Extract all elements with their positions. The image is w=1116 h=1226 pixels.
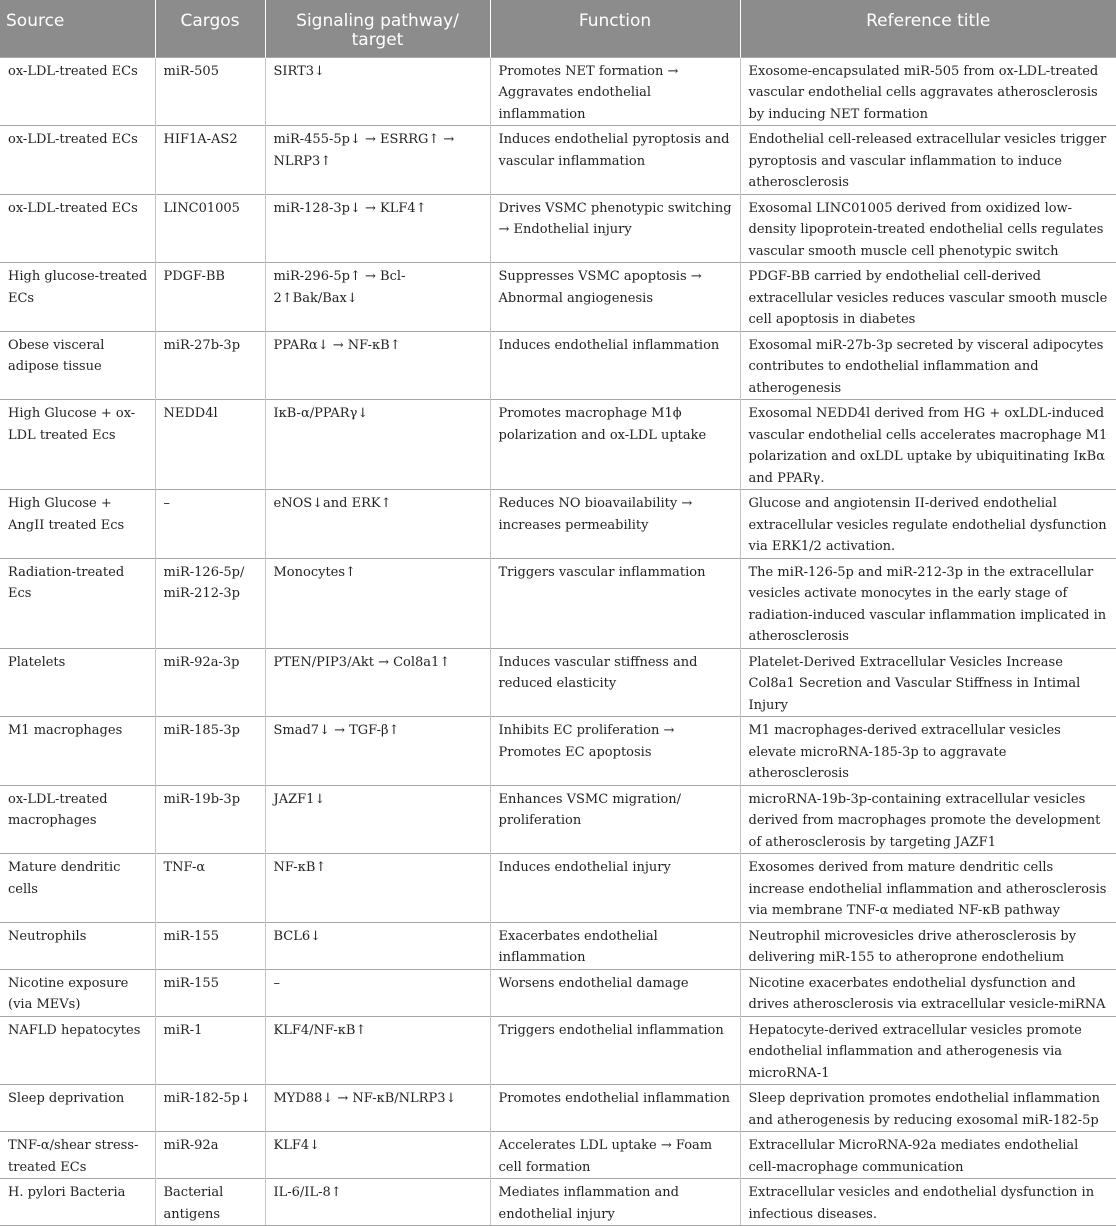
table-row	[0, 785, 1116, 854]
cell-source: Radiation-treated Ecs	[0, 558, 155, 648]
cell-reference: Exosomes derived from mature dendritic cells increase endothelial inflammation and atherosclerosis via membrane TNF-α mediated NF-κB pathway	[740, 854, 1116, 923]
table-row	[0, 922, 1116, 969]
table-row	[0, 717, 1116, 786]
cell-cargo: miR-505	[155, 57, 265, 126]
cell-reference: Extracellular vesicles and endothelial dysfunction in infectious diseases.	[740, 1179, 1116, 1226]
cell-function: Promotes NET formation → Aggravates endothelial inflammation	[490, 57, 740, 126]
cell-reference: Hepatocyte-derived extracellular vesicles promote endothelial inflammation and atherogenesis via microRNA-1	[740, 1016, 1116, 1085]
cell-function: Induces vascular stiffness and reduced elasticity	[490, 648, 740, 717]
cell-source: M1 macrophages	[0, 717, 155, 786]
cell-function: Promotes macrophage M1ϕ polarization and ox-LDL uptake	[490, 400, 740, 490]
cell-function: Exacerbates endothelial inflammation	[490, 922, 740, 969]
cell-function: Enhances VSMC migration/ proliferation	[490, 785, 740, 854]
table-row	[0, 57, 1116, 126]
cell-pathway: miR-296-5p↑ → Bcl-2↑Bak/Bax↓	[265, 263, 490, 332]
cell-reference: Extracellular MicroRNA-92a mediates endothelial cell-macrophage communication	[740, 1132, 1116, 1179]
table-row	[0, 1179, 1116, 1226]
cell-source: Neutrophils	[0, 922, 155, 969]
cell-reference: Neutrophil microvesicles drive atherosclerosis by delivering miR-155 to atheroprone endothelium	[740, 922, 1116, 969]
cell-source: High glucose-treated ECs	[0, 263, 155, 332]
cell-source: NAFLD hepatocytes	[0, 1016, 155, 1085]
cell-cargo: HIF1A-AS2	[155, 126, 265, 195]
cell-cargo: miR-126-5p/ miR-212-3p	[155, 558, 265, 648]
cell-pathway: PPARα↓ → NF-κB↑	[265, 331, 490, 400]
cell-source: High Glucose + AngII treated Ecs	[0, 490, 155, 559]
cell-source: H. pylori Bacteria	[0, 1179, 155, 1226]
cell-source: Platelets	[0, 648, 155, 717]
table-row	[0, 969, 1116, 1016]
cell-cargo: miR-155	[155, 922, 265, 969]
cell-cargo: miR-92a	[155, 1132, 265, 1179]
cell-pathway: miR-455-5p↓ → ESRRG↑ → NLRP3↑	[265, 126, 490, 195]
table-row	[0, 558, 1116, 648]
table-row	[0, 194, 1116, 263]
cell-cargo: –	[155, 490, 265, 559]
cell-reference: Exosome-encapsulated miR-505 from ox-LDL-treated vascular endothelial cells aggravates atherosclerosis by inducing NET formation	[740, 57, 1116, 126]
header-function: Function	[490, 0, 740, 57]
cell-pathway: KLF4/NF-κB↑	[265, 1016, 490, 1085]
table-row	[0, 490, 1116, 559]
cell-function: Induces endothelial inflammation	[490, 331, 740, 400]
cell-reference: Glucose and angiotensin II-derived endothelial extracellular vesicles regulate endothelial dysfunction via ERK1/2 activation.	[740, 490, 1116, 559]
cell-function: Mediates inflammation and endothelial injury	[490, 1179, 740, 1226]
cell-reference: The miR-126-5p and miR-212-3p in the extracellular vesicles activate monocytes in the early stage of radiation-induced vascular inflammation implicated in atherosclerosis	[740, 558, 1116, 648]
cell-reference: M1 macrophages-derived extracellular vesicles elevate microRNA-185-3p to aggravate atherosclerosis	[740, 717, 1116, 786]
cell-pathway: KLF4↓	[265, 1132, 490, 1179]
cell-function: Suppresses VSMC apoptosis → Abnormal angiogenesis	[490, 263, 740, 332]
cell-source: ox-LDL-treated ECs	[0, 57, 155, 126]
table-row	[0, 1132, 1116, 1179]
cell-function: Accelerates LDL uptake → Foam cell formation	[490, 1132, 740, 1179]
cell-reference: Exosomal miR-27b-3p secreted by visceral adipocytes contributes to endothelial inflammation and atherogenesis	[740, 331, 1116, 400]
cell-cargo: miR-185-3p	[155, 717, 265, 786]
table-row	[0, 648, 1116, 717]
header-source: Source	[0, 0, 155, 57]
cell-source: ox-LDL-treated ECs	[0, 126, 155, 195]
cell-function: Inhibits EC proliferation → Promotes EC apoptosis	[490, 717, 740, 786]
cell-source: ox-LDL-treated macrophages	[0, 785, 155, 854]
header-row	[0, 0, 1116, 57]
cell-pathway: JAZF1↓	[265, 785, 490, 854]
cell-cargo: miR-1	[155, 1016, 265, 1085]
cell-function: Drives VSMC phenotypic switching → Endothelial injury	[490, 194, 740, 263]
cell-function: Induces endothelial injury	[490, 854, 740, 923]
cell-pathway: miR-128-3p↓ → KLF4↑	[265, 194, 490, 263]
cell-source: TNF-α/shear stress-treated ECs	[0, 1132, 155, 1179]
cell-cargo: TNF-α	[155, 854, 265, 923]
cell-reference: microRNA-19b-3p-containing extracellular vesicles derived from macrophages promote the development of atherosclerosis by targeting JAZF1	[740, 785, 1116, 854]
cell-reference: Sleep deprivation promotes endothelial inflammation and atherogenesis by reducing exosomal miR-182-5p	[740, 1085, 1116, 1132]
cell-pathway: NF-κB↑	[265, 854, 490, 923]
cell-cargo: PDGF-BB	[155, 263, 265, 332]
cell-cargo: miR-92a-3p	[155, 648, 265, 717]
table-row	[0, 854, 1116, 923]
cell-source: ox-LDL-treated ECs	[0, 194, 155, 263]
cell-pathway: SIRT3↓	[265, 57, 490, 126]
cell-source: Nicotine exposure (via MEVs)	[0, 969, 155, 1016]
cell-function: Triggers vascular inflammation	[490, 558, 740, 648]
table-row	[0, 1085, 1116, 1132]
cell-function: Promotes endothelial inflammation	[490, 1085, 740, 1132]
cell-reference: Endothelial cell-released extracellular vesicles trigger pyroptosis and vascular inflammation to induce atherosclerosis	[740, 126, 1116, 195]
cell-cargo: LINC01005	[155, 194, 265, 263]
cell-cargo: miR-155	[155, 969, 265, 1016]
cell-pathway: PTEN/PIP3/Akt → Col8a1↑	[265, 648, 490, 717]
table-row	[0, 331, 1116, 400]
cell-source: Sleep deprivation	[0, 1085, 155, 1132]
cell-source: Obese visceral adipose tissue	[0, 331, 155, 400]
cell-reference: Exosomal LINC01005 derived from oxidized low-density lipoprotein-treated endothelial cells regulates vascular smooth muscle cell phenotypic switch	[740, 194, 1116, 263]
cell-reference: PDGF-BB carried by endothelial cell-derived extracellular vesicles reduces vascular smooth muscle cell apoptosis in diabetes	[740, 263, 1116, 332]
cell-pathway: –	[265, 969, 490, 1016]
cell-cargo: miR-19b-3p	[155, 785, 265, 854]
cell-function: Induces endothelial pyroptosis and vascular inflammation	[490, 126, 740, 195]
cell-pathway: BCL6↓	[265, 922, 490, 969]
cell-reference: Exosomal NEDD4l derived from HG + oxLDL-induced vascular endothelial cells accelerates macrophage M1 polarization and oxLDL uptake by ubiquitinating IκBα and PPARγ.	[740, 400, 1116, 490]
header-reference: Reference title	[740, 0, 1116, 57]
cell-cargo: Bacterial antigens	[155, 1179, 265, 1226]
cell-function: Triggers endothelial inflammation	[490, 1016, 740, 1085]
cell-pathway: IκB-α/PPARγ↓	[265, 400, 490, 490]
cell-reference: Nicotine exacerbates endothelial dysfunction and drives atherosclerosis via extracellular vesicle-miRNA	[740, 969, 1116, 1016]
table-row	[0, 400, 1116, 490]
table-row	[0, 1016, 1116, 1085]
cell-function: Worsens endothelial damage	[490, 969, 740, 1016]
cell-function: Reduces NO bioavailability → increases permeability	[490, 490, 740, 559]
header-pathway: Signaling pathway/ target	[265, 0, 490, 57]
cell-source: Mature dendritic cells	[0, 854, 155, 923]
cell-pathway: Monocytes↑	[265, 558, 490, 648]
table-row	[0, 126, 1116, 195]
cell-source: High Glucose + ox-LDL treated Ecs	[0, 400, 155, 490]
table-row	[0, 263, 1116, 332]
cell-pathway: eNOS↓and ERK↑	[265, 490, 490, 559]
cell-cargo: miR-182-5p↓	[155, 1085, 265, 1132]
cell-pathway: MYD88↓ → NF-κB/NLRP3↓	[265, 1085, 490, 1132]
cell-reference: Platelet-Derived Extracellular Vesicles Increase Col8a1 Secretion and Vascular Stiffness in Intimal Injury	[740, 648, 1116, 717]
table-body	[0, 57, 1116, 1226]
cell-cargo: NEDD4l	[155, 400, 265, 490]
cell-pathway: Smad7↓ → TGF-β↑	[265, 717, 490, 786]
cell-pathway: IL-6/IL-8↑	[265, 1179, 490, 1226]
header-cargos: Cargos	[155, 0, 265, 57]
cell-cargo: miR-27b-3p	[155, 331, 265, 400]
